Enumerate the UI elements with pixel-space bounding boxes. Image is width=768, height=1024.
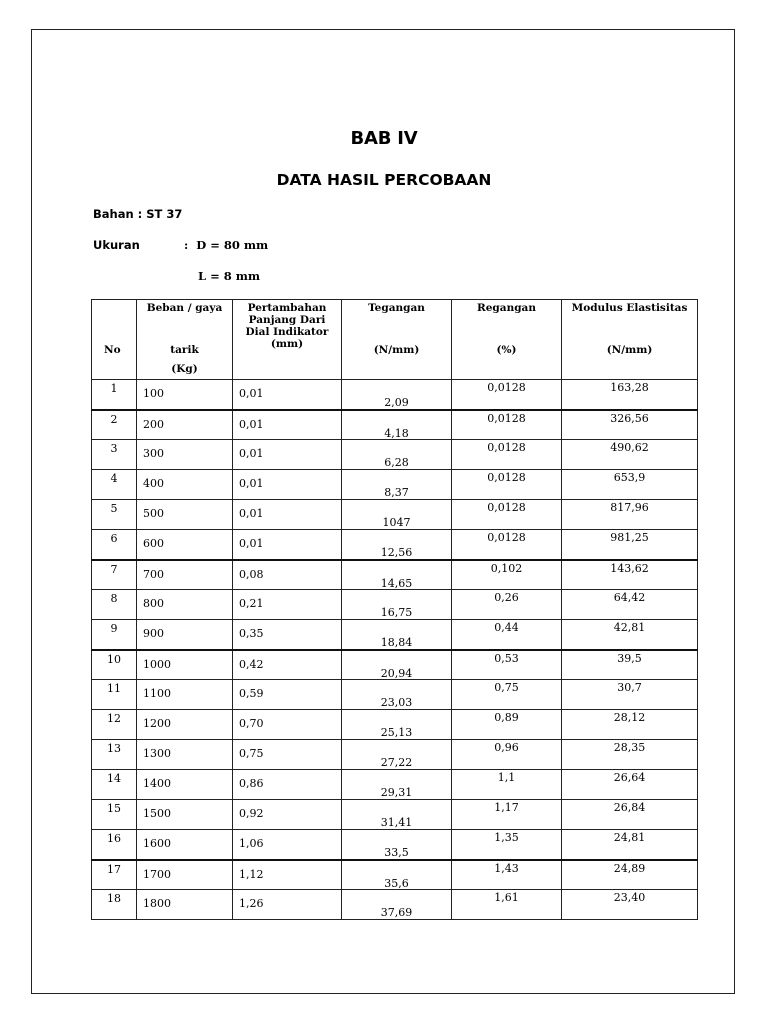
cell-tegangan-value: 37,69	[380, 906, 413, 919]
cell-modulus: 817,96	[562, 500, 698, 530]
cell-tegangan-value: 29,31	[380, 786, 413, 799]
cell-tegangan-value: 27,22	[380, 756, 413, 769]
cell-modulus: 28,35	[562, 740, 698, 770]
table-row	[92, 890, 698, 920]
cell-beban: 200	[137, 410, 233, 440]
cell-pertambahan: 0,21	[233, 590, 342, 620]
cell-beban: 1500	[137, 800, 233, 830]
cell-tegangan	[342, 740, 452, 770]
cell-no: 6	[92, 530, 137, 560]
header-reg-label: Regangan	[477, 302, 536, 314]
header-beban-label: Beban / gaya	[146, 302, 223, 314]
cell-no: 16	[92, 830, 137, 860]
header-tegangan	[342, 300, 452, 380]
cell-no: 12	[92, 710, 137, 740]
cell-no: 9	[92, 620, 137, 650]
cell-tegangan	[342, 680, 452, 710]
chapter-title: BAB IV	[350, 128, 418, 149]
table-row	[92, 410, 698, 440]
table-row	[92, 740, 698, 770]
table-row	[92, 500, 698, 530]
table-row	[92, 650, 698, 680]
table-row	[92, 380, 698, 410]
cell-pertambahan: 0,75	[233, 740, 342, 770]
cell-pertambahan: 1,26	[233, 890, 342, 920]
cell-regangan: 0,26	[452, 590, 562, 620]
cell-tegangan-value: 35,6	[384, 876, 409, 890]
cell-tegangan-value: 14,65	[380, 576, 413, 590]
table-row	[92, 590, 698, 620]
cell-tegangan-value: 4,18	[384, 426, 409, 440]
table-body	[92, 380, 698, 920]
cell-pertambahan: 0,35	[233, 620, 342, 650]
header-regangan	[452, 300, 562, 380]
cell-modulus: 26,84	[562, 800, 698, 830]
cell-no: 13	[92, 740, 137, 770]
cell-regangan: 0,0128	[452, 530, 562, 560]
cell-modulus: 653,9	[562, 470, 698, 500]
cell-modulus: 143,62	[562, 560, 698, 590]
cell-regangan: 0,0128	[452, 380, 562, 410]
cell-modulus: 163,28	[562, 380, 698, 410]
table-row	[92, 440, 698, 470]
cell-beban: 500	[137, 500, 233, 530]
cell-no: 18	[92, 890, 137, 920]
header-beban-sub: tarik	[170, 344, 199, 356]
cell-tegangan	[342, 620, 452, 650]
table-row	[92, 830, 698, 860]
cell-no: 15	[92, 800, 137, 830]
table-row	[92, 770, 698, 800]
table-row	[92, 470, 698, 500]
header-no	[92, 300, 137, 380]
cell-no: 5	[92, 500, 137, 530]
cell-regangan: 0,75	[452, 680, 562, 710]
cell-pertambahan: 0,86	[233, 770, 342, 800]
cell-tegangan	[342, 890, 452, 920]
cell-no: 4	[92, 470, 137, 500]
cell-pertambahan: 0,08	[233, 560, 342, 590]
cell-tegangan	[342, 770, 452, 800]
cell-regangan: 0,0128	[452, 440, 562, 470]
cell-modulus: 24,81	[562, 830, 698, 860]
cell-regangan: 0,0128	[452, 500, 562, 530]
cell-regangan: 1,43	[452, 860, 562, 890]
cell-beban: 1600	[137, 830, 233, 860]
cell-pertambahan: 1,06	[233, 830, 342, 860]
header-pert-line3: Dial Indikator	[245, 326, 329, 338]
size-diameter: : D = 80 mm	[184, 238, 269, 252]
cell-tegangan	[342, 410, 452, 440]
header-reg-unit: (%)	[496, 344, 517, 356]
cell-pertambahan: 0,42	[233, 650, 342, 680]
header-no-label: No	[104, 344, 121, 356]
cell-pertambahan: 0,01	[233, 500, 342, 530]
cell-modulus: 24,89	[562, 860, 698, 890]
header-mod-unit: (N/mm)	[606, 344, 653, 356]
cell-modulus: 23,40	[562, 890, 698, 920]
cell-regangan: 0,102	[452, 560, 562, 590]
cell-beban: 1400	[137, 770, 233, 800]
cell-beban: 800	[137, 590, 233, 620]
header-teg-label: Tegangan	[368, 302, 425, 314]
cell-regangan: 0,0128	[452, 470, 562, 500]
cell-pertambahan: 0,01	[233, 530, 342, 560]
cell-modulus: 26,64	[562, 770, 698, 800]
cell-no: 1	[92, 380, 137, 410]
cell-regangan: 1,35	[452, 830, 562, 860]
header-pert-unit: (mm)	[270, 338, 304, 350]
table-row	[92, 680, 698, 710]
header-teg-unit: (N/mm)	[373, 344, 420, 356]
cell-no: 8	[92, 590, 137, 620]
cell-pertambahan: 0,59	[233, 680, 342, 710]
cell-tegangan	[342, 380, 452, 410]
cell-regangan: 1,61	[452, 890, 562, 920]
cell-tegangan-value: 20,94	[380, 666, 413, 680]
header-pert-line2: Panjang Dari	[248, 314, 326, 326]
cell-tegangan	[342, 710, 452, 740]
cell-beban: 100	[137, 380, 233, 410]
cell-beban: 1000	[137, 650, 233, 680]
cell-pertambahan: 1,12	[233, 860, 342, 890]
cell-tegangan	[342, 860, 452, 890]
material-label: Bahan : ST 37	[93, 207, 183, 221]
cell-modulus: 981,25	[562, 530, 698, 560]
cell-tegangan-value: 8,37	[384, 486, 409, 499]
cell-beban: 1700	[137, 860, 233, 890]
cell-tegangan-value: 25,13	[380, 726, 413, 739]
table-row	[92, 800, 698, 830]
cell-regangan: 1,17	[452, 800, 562, 830]
cell-modulus: 64,42	[562, 590, 698, 620]
cell-tegangan	[342, 470, 452, 500]
cell-beban: 600	[137, 530, 233, 560]
cell-pertambahan: 0,92	[233, 800, 342, 830]
cell-beban: 400	[137, 470, 233, 500]
cell-tegangan-value: 2,09	[384, 396, 409, 409]
cell-no: 14	[92, 770, 137, 800]
cell-modulus: 42,81	[562, 620, 698, 650]
cell-beban: 1300	[137, 740, 233, 770]
cell-modulus: 490,62	[562, 440, 698, 470]
cell-tegangan	[342, 500, 452, 530]
header-mod-label: Modulus Elastisitas	[571, 302, 688, 314]
table-header-row	[92, 300, 698, 380]
cell-tegangan-value: 1047	[382, 516, 411, 529]
cell-pertambahan: 0,01	[233, 380, 342, 410]
cell-tegangan-value: 18,84	[380, 636, 413, 649]
header-modulus	[562, 300, 698, 380]
cell-tegangan	[342, 800, 452, 830]
cell-tegangan	[342, 440, 452, 470]
cell-regangan: 0,53	[452, 650, 562, 680]
cell-tegangan	[342, 560, 452, 590]
cell-no: 7	[92, 560, 137, 590]
cell-no: 2	[92, 410, 137, 440]
cell-beban: 900	[137, 620, 233, 650]
cell-regangan: 0,96	[452, 740, 562, 770]
size-label: Ukuran	[93, 238, 140, 252]
cell-no: 3	[92, 440, 137, 470]
cell-pertambahan: 0,01	[233, 410, 342, 440]
data-table	[91, 299, 698, 920]
cell-tegangan-value: 23,03	[380, 696, 413, 709]
cell-no: 10	[92, 650, 137, 680]
cell-tegangan-value: 31,41	[380, 816, 413, 829]
header-pert-line1: Pertambahan	[247, 302, 327, 314]
cell-pertambahan: 0,70	[233, 710, 342, 740]
page-title: DATA HASIL PERCOBAAN	[276, 171, 492, 189]
header-pertambahan	[233, 300, 342, 380]
table-row	[92, 620, 698, 650]
cell-regangan: 0,44	[452, 620, 562, 650]
table-row	[92, 860, 698, 890]
cell-beban: 1100	[137, 680, 233, 710]
cell-tegangan	[342, 830, 452, 860]
cell-regangan: 1,1	[452, 770, 562, 800]
table-row	[92, 710, 698, 740]
cell-beban: 1800	[137, 890, 233, 920]
table-row	[92, 530, 698, 560]
cell-modulus: 326,56	[562, 410, 698, 440]
cell-regangan: 0,89	[452, 710, 562, 740]
cell-tegangan-value: 33,5	[384, 846, 409, 859]
cell-beban: 300	[137, 440, 233, 470]
cell-modulus: 39,5	[562, 650, 698, 680]
cell-tegangan	[342, 530, 452, 560]
cell-regangan: 0,0128	[452, 410, 562, 440]
cell-tegangan-value: 12,56	[380, 546, 413, 559]
cell-tegangan-value: 16,75	[380, 606, 413, 619]
cell-tegangan	[342, 590, 452, 620]
cell-pertambahan: 0,01	[233, 470, 342, 500]
cell-beban: 1200	[137, 710, 233, 740]
header-beban-unit: (Kg)	[171, 363, 198, 375]
cell-tegangan-value: 6,28	[384, 456, 409, 469]
cell-pertambahan: 0,01	[233, 440, 342, 470]
header-beban	[137, 300, 233, 380]
cell-modulus: 28,12	[562, 710, 698, 740]
cell-no: 17	[92, 860, 137, 890]
cell-modulus: 30,7	[562, 680, 698, 710]
table-row	[92, 560, 698, 590]
cell-beban: 700	[137, 560, 233, 590]
cell-tegangan	[342, 650, 452, 680]
cell-no: 11	[92, 680, 137, 710]
size-length: L = 8 mm	[198, 269, 261, 283]
